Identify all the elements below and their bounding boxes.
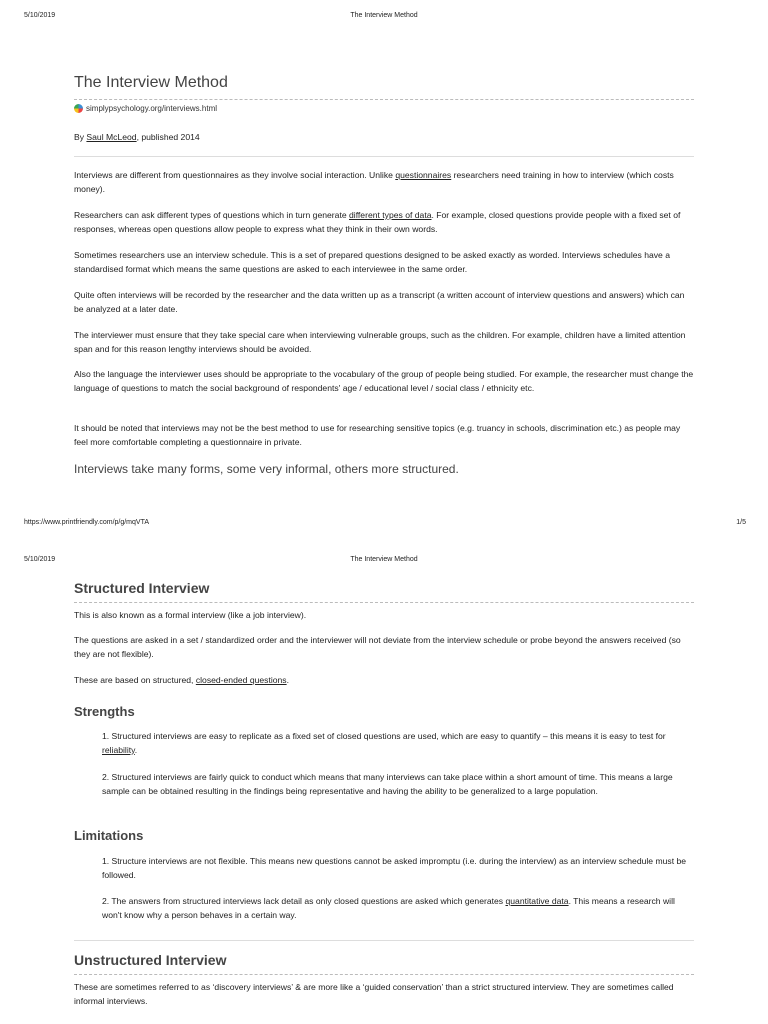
paragraph: Researchers can ask different types of questions which in turn generate different types of data. For example, closed questions provide people with a fixed set of responses, whereas open questions allow people to express what they think in their own words. xyxy=(74,210,681,234)
heading-strengths: Strengths xyxy=(74,704,135,719)
lead-sentence: Interviews take many forms, some very informal, others more structured. xyxy=(74,462,459,476)
list-item: 2. Structured interviews are fairly quick to conduct which means that many interviews can take place within a short amount of time. This means a large sample can be obtained resulting in the findings being representative and having the ability to be generalized to a large population. xyxy=(102,772,673,796)
list-item: 1. Structure interviews are not flexible. This means new questions cannot be asked impromptu (i.e. during the interview) as an interview schedule must be followed. xyxy=(102,856,687,880)
header-title: The Interview Method xyxy=(350,12,418,19)
header-date: 5/10/2019 xyxy=(24,556,56,563)
heading-divider xyxy=(74,602,694,603)
source-line xyxy=(74,104,217,113)
paragraph: These are sometimes referred to as ‘discovery interviews’ & are more like a ‘guided conservation’ than a strict structured interview. They are sometimes called informal interviews. xyxy=(74,982,674,1006)
source-url[interactable]: simplypsychology.org/interviews.html xyxy=(86,104,218,113)
footer-url: https://www.printfriendly.com/p/g/mqVTA xyxy=(24,519,150,526)
page-title: The Interview Method xyxy=(74,74,228,91)
paragraph: The questions are asked in a set / standardized order and the interviewer will not deviate from the interview schedule or probe beyond the answers received (so they are not flexible). xyxy=(74,635,681,659)
paragraph: These are based on structured, closed-ended questions. xyxy=(74,675,289,685)
title-divider xyxy=(74,99,694,100)
page-number: 1/5 xyxy=(736,519,746,526)
byline-divider xyxy=(74,156,694,157)
closed-questions-link[interactable]: closed-ended questions xyxy=(195,675,287,685)
questionnaires-link[interactable]: questionnaires xyxy=(395,170,452,180)
heading-structured: Structured Interview xyxy=(74,580,210,596)
author-link[interactable]: Saul McLeod xyxy=(86,132,137,142)
globe-icon xyxy=(74,104,83,113)
paragraph: Interviews are different from questionnaires as they involve social interaction. Unlike questionnaires researchers need training in how to interview (which costs money). xyxy=(74,170,674,194)
quantitative-data-link[interactable]: quantitative data xyxy=(505,896,569,906)
header-title: The Interview Method xyxy=(350,556,418,563)
paragraph: Also the language the interviewer uses should be appropriate to the vocabulary of the group of people being studied. For example, the researcher must change the language of questions to match the social background of respondents' age / educational level / social class / ethnicity etc. xyxy=(74,369,694,393)
heading-limitations: Limitations xyxy=(74,828,144,843)
heading-unstructured: Unstructured Interview xyxy=(74,952,227,968)
list-item: 1. Structured interviews are easy to replicate as a fixed set of closed questions are used, which are easy to quantify – this means it is easy to test for reliability. xyxy=(102,731,666,755)
paragraph: Quite often interviews will be recorded by the researcher and the data written up as a transcript (a written account of interview questions and answers) which can be analyzed at a later date. xyxy=(74,290,685,314)
header-date: 5/10/2019 xyxy=(24,12,56,19)
paragraph: It should be noted that interviews may not be the best method to use for researching sensitive topics (e.g. truancy in schools, discrimination etc.) as people may feel more comfortable completing a questionnaire in private. xyxy=(74,423,681,447)
paragraph: Sometimes researchers use an interview schedule. This is a set of prepared questions designed to be asked exactly as worded. Interviews schedules have a standardised format which means the same questions are asked to each interviewee in the same order. xyxy=(74,250,670,274)
byline: By Saul McLeod, published 2014 xyxy=(74,132,200,142)
reliability-link[interactable]: reliability xyxy=(102,745,135,755)
heading-divider xyxy=(74,974,694,975)
data-types-link[interactable]: different types of data xyxy=(349,210,432,220)
paragraph: The interviewer must ensure that they take special care when interviewing vulnerable groups, such as the children. For example, children have a limited attention span and for this reason lengthy interviews should be avoided. xyxy=(74,330,686,354)
section-divider xyxy=(74,940,694,941)
list-item: 2. The answers from structured interviews lack detail as only closed questions are asked which generates quantitative data. This means a research will won't know why a person behaves in a certain way. xyxy=(102,896,675,920)
paragraph: This is also known as a formal interview (like a job interview). xyxy=(74,610,307,620)
